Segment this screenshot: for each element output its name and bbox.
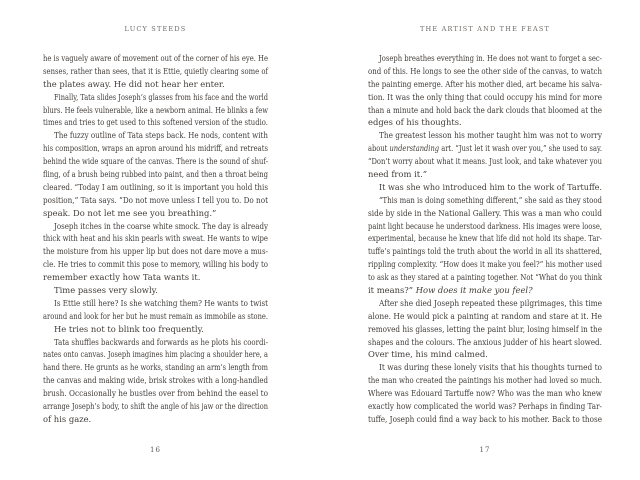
text-line: arrange Joseph’s body, to shift the angle of his jaw or the direction	[43, 401, 268, 412]
text-line: brush. Occasionally he bustles over from behind the easel to	[43, 388, 268, 399]
text-line: experimental, because he knew that life did not hold its shape. Tar-	[368, 233, 602, 244]
text-line: his composition, wraps an apron around his midriff, and retreats	[43, 143, 268, 154]
text-line: Is Ettie still here? Is she watching them? He wants to twist	[54, 297, 268, 308]
text-line: thick with heat and his skin pearls with sweat. He wants to wipe	[43, 233, 268, 244]
text-line: cle. He tries to commit this pose to memory, willing his body to	[43, 259, 268, 270]
text-line: behind the wide square of the canvas. There is the sound of shuf-	[43, 156, 268, 167]
running-header-title: THE ARTIST AND THE FEAST	[419, 25, 551, 33]
page-number-right: 17	[479, 446, 491, 454]
text-line: “This man is doing something different,” she said as they stood	[379, 194, 602, 205]
text-line: paint light because he understood darkness. His images were loose,	[368, 220, 602, 231]
running-header-author: LUCY STEEDS	[124, 25, 187, 33]
text-line: Over time, his mind calmed.	[368, 349, 488, 360]
text-line: he is vaguely aware of movement out of the corner of his eye. He	[43, 53, 268, 63]
text-line: about understanding art. “Just let it wash over you,” she used to say.	[368, 143, 602, 154]
text-line: The greatest lesson his mother taught him was not to worry	[379, 130, 602, 141]
text-line: tuffe’s paintings told the truth about the world in all its shattered,	[368, 246, 602, 257]
text-line: the canvas and making wide, brisk strokes with a long-handled	[43, 375, 268, 386]
text-line: Joseph breathes everything in. He does not want to forget a sec-	[379, 53, 602, 63]
text-line: alone. He would pick a painting at random and stare at it. He	[368, 310, 602, 321]
text-line: tion. It was the only thing that could occupy his mind for more	[368, 91, 602, 102]
text-line: ond of this. He longs to see the other side of the canvas, to watch	[368, 65, 602, 76]
text-line: speak. Do not let me see you breathing.”	[43, 207, 217, 218]
text-line: rippling complexity. “How does it make you feel?” his mother used	[368, 259, 602, 270]
text-line: the man who created the paintings his mother had loved so much.	[368, 375, 602, 386]
text-line: it means?” How does it make you feel?	[368, 285, 533, 296]
text-line: remember exactly how Tata wants it.	[43, 272, 201, 283]
page-left-text-block	[43, 52, 268, 426]
text-line: He tries not to blink too frequently.	[54, 323, 204, 334]
text-line: the moisture from his upper lip but does not dare move a mus-	[43, 246, 268, 257]
text-line: tuffe, Joseph could find a way back to his mother. Back to those	[368, 413, 602, 424]
text-line: of his gaze.	[43, 413, 92, 424]
text-line: Finally, Tata slides Joseph’s glasses from his face and the world	[54, 91, 268, 102]
text-line: shapes and the colours. The anxious judder of his heart slowed.	[368, 336, 602, 347]
text-line: to ask as they stared at a painting together. Not “What do you think	[368, 272, 602, 283]
text-line: need from it.”	[368, 169, 428, 180]
text-line: It was during these lonely visits that his thoughts turned to	[379, 362, 602, 373]
text-line: the painting emerge. After his mother died, art became his salva-	[368, 78, 602, 89]
text-line: “Don’t worry about what it means. Just look, and take whatever you	[368, 156, 602, 167]
text-line: around and look for her but he must remain as immobile as stone.	[43, 310, 268, 321]
text-line: than a minute and hold back the dark clouds that bloomed at the	[368, 104, 602, 115]
text-line: Tata shuffles backwards and forwards as he plots his coordi-	[54, 336, 268, 347]
text-line: The fuzzy outline of Tata steps back. He nods, content with	[54, 130, 268, 141]
text-line: exactly how complicated the world was? Perhaps in finding Tar-	[368, 401, 602, 412]
text-line: Where was Edouard Tartuffe now? Who was the man who knew	[368, 388, 602, 399]
page-number-left: 16	[150, 446, 161, 454]
text-line: hand there. He grunts as he works, standing an arm’s length from	[43, 362, 268, 373]
text-line: blurs. He feels vulnerable, like a newborn animal. He blinks a few	[43, 104, 268, 115]
text-line: fling, of a brush being rubbed into paint, and then a throat being	[43, 169, 268, 180]
text-line: Joseph itches in the coarse white smock. The day is already	[54, 220, 268, 231]
text-line: It was she who introduced him to the work of Tartuffe.	[379, 181, 602, 192]
text-line: After she died Joseph repeated these pilgrimages, this time	[379, 297, 602, 308]
text-line: times and tries to get used to this softened version of the studio.	[43, 117, 268, 128]
text-line: senses, rather than sees, that it is Ettie, quietly clearing some of	[43, 65, 268, 76]
text-line: side by side in the National Gallery. This was a man who could	[368, 207, 602, 218]
page-right-text-block	[368, 52, 602, 426]
text-line: cleared. “Today I am outlining, so it is important you hold this	[43, 181, 268, 192]
text-line: Time passes very slowly.	[54, 285, 158, 296]
text-line: position,” Tata says. “Do not move unless I tell you to. Do not	[43, 194, 268, 205]
text-line: edges of his thoughts.	[368, 117, 462, 128]
text-line: nates onto canvas. Joseph imagines him placing a shoulder here, a	[43, 349, 268, 360]
text-line: the plates away. He did not hear her enter.	[43, 78, 225, 89]
text-line: removed his glasses, letting the paint blur, losing himself in the	[368, 323, 602, 334]
